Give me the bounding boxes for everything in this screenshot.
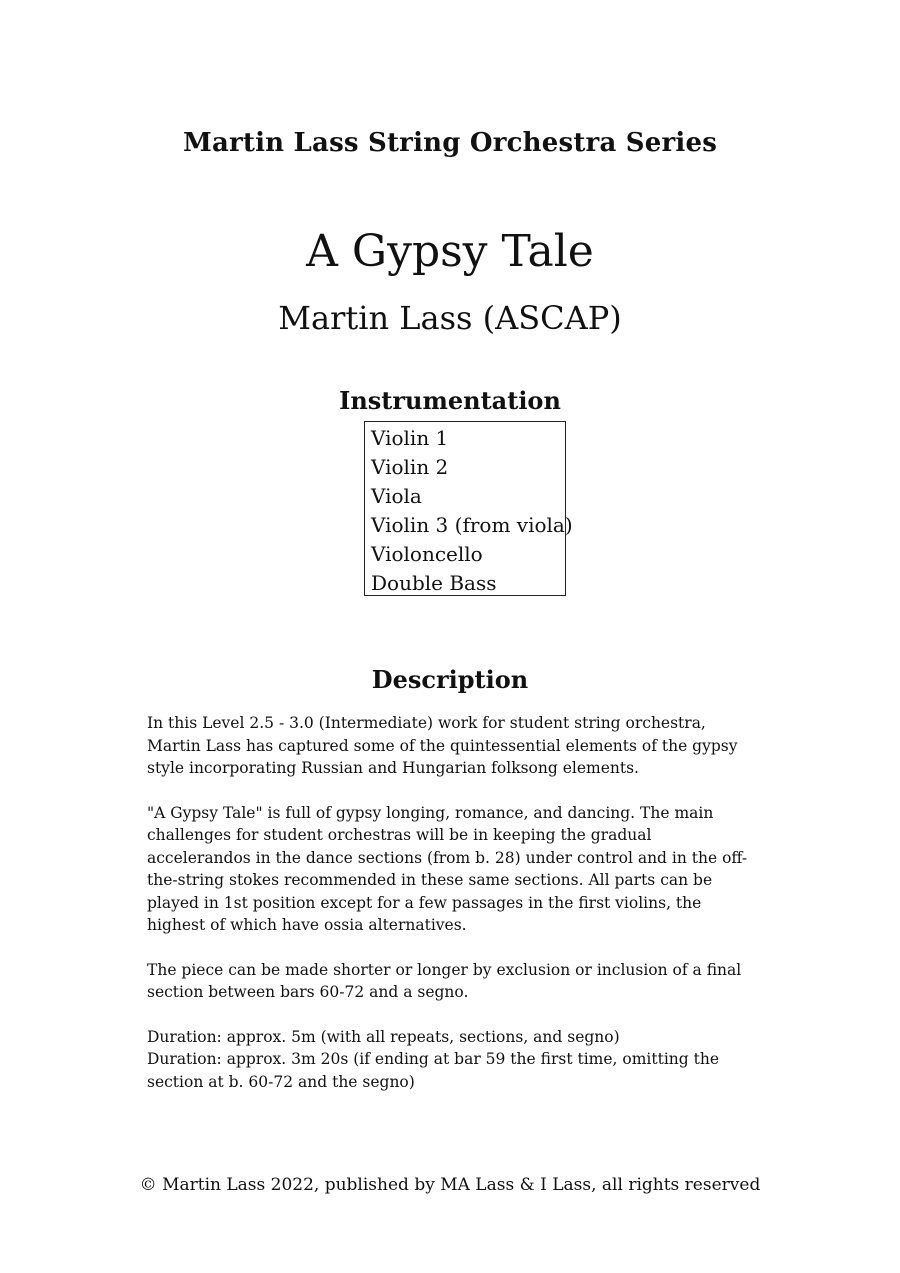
- instrument-item: Violin 1: [371, 426, 449, 450]
- piece-title: A Gypsy Tale: [306, 226, 594, 277]
- instrument-item: Violoncello: [371, 542, 483, 566]
- instrument-item: Violin 3 (from viola): [371, 513, 573, 537]
- duration-full: Duration: approx. 5m (with all repeats, sections, and segno): [147, 1027, 620, 1046]
- description-paragraph: The piece can be made shorter or longer by exclusion or inclusion of a final section between bars 60-72 and a segno.: [147, 960, 742, 1001]
- instrument-item: Double Bass: [371, 571, 497, 595]
- description-paragraph: In this Level 2.5 - 3.0 (Intermediate) work for student string orchestra, Martin Lass has captured some of the quintessential elements of the gypsy style incorporating Russian and Hungarian folksong elements.: [147, 714, 738, 777]
- copyright-notice: © Martin Lass 2022, published by MA Lass & I Lass, all rights reserved: [139, 1175, 761, 1195]
- description-body: [147, 712, 757, 1115]
- instrument-item: Violin 2: [371, 455, 449, 479]
- duration-block: [147, 1026, 757, 1094]
- composer-name: Martin Lass (ASCAP): [278, 299, 622, 337]
- instrumentation-list: [364, 421, 573, 596]
- instrument-item: Viola: [371, 484, 422, 508]
- duration-short: Duration: approx. 3m 20s (if ending at bar 59 the first time, omitting the section at b. 60-72 and the segno): [147, 1050, 720, 1091]
- series-title: Martin Lass String Orchestra Series: [182, 128, 718, 158]
- description-paragraph: "A Gypsy Tale" is full of gypsy longing, romance, and dancing. The main challenges for student orchestras will be in keeping the gradual accelerandos in the dance sections (from b. 28) under control and in the off-the-string stokes recommended in these same sections. All parts can be played in 1st position except for a few passages in the first violins, the highest of which have ossia alternatives.: [147, 803, 748, 934]
- description-heading: Description: [371, 665, 529, 694]
- instrumentation-heading: Instrumentation: [339, 386, 561, 415]
